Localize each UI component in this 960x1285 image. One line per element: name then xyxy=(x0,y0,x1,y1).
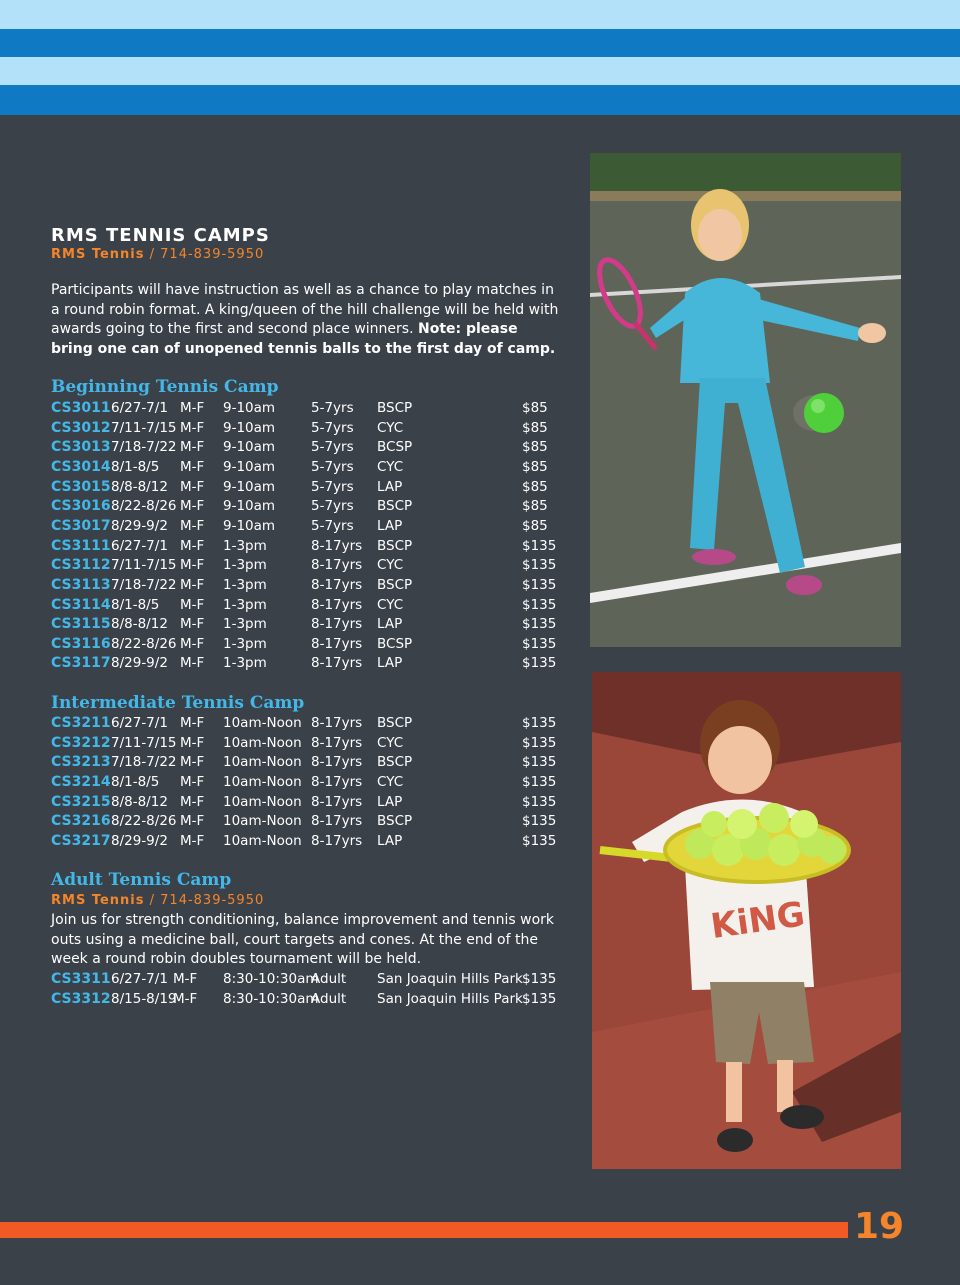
cell-code: CS3014 xyxy=(51,458,111,475)
intro-text: Participants will have instruction as well as a chance to play matches in a round robin format. A king/queen of the hill challenge will be held with awards going to the first and second place winners. xyxy=(51,282,559,338)
cell-code: CS3112 xyxy=(51,557,111,574)
cell-loc: BSCP xyxy=(377,537,413,554)
cell-loc: BCSP xyxy=(377,439,413,456)
cell-time: 8:30-10:30am xyxy=(223,990,319,1007)
page-title: RMS TENNIS CAMPS xyxy=(51,225,270,246)
cell-days: M-F xyxy=(180,635,205,652)
cell-price: $135 xyxy=(522,616,557,633)
cell-price: $135 xyxy=(522,832,557,849)
cell-time: 1-3pm xyxy=(223,557,267,574)
cell-price: $85 xyxy=(522,517,548,534)
cell-loc: BCSP xyxy=(377,635,413,652)
cell-loc: CYC xyxy=(377,419,404,436)
cell-loc: LAP xyxy=(377,793,403,810)
cell-code: CS3012 xyxy=(51,419,111,436)
cell-days: M-F xyxy=(180,596,205,613)
cell-days: M-F xyxy=(180,773,205,790)
cell-date: 8/22-8/26 xyxy=(111,498,177,515)
cell-days: M-F xyxy=(180,458,205,475)
cell-price: $135 xyxy=(522,813,557,830)
header-band-dark xyxy=(0,29,960,57)
cell-code: CS3211 xyxy=(51,715,111,731)
cell-days: M-F xyxy=(180,734,205,751)
cell-loc: San Joaquin Hills Park xyxy=(377,990,523,1007)
cell-time: 1-3pm xyxy=(223,616,267,633)
cell-age: 8-17yrs xyxy=(311,596,363,613)
cell-days: M-F xyxy=(180,419,205,436)
cell-age: 5-7yrs xyxy=(311,517,354,534)
cell-days: M-F xyxy=(173,990,198,1007)
cell-days: M-F xyxy=(180,754,205,771)
cell-time: 10am-Noon xyxy=(223,734,302,751)
cell-age: 8-17yrs xyxy=(311,813,363,830)
cell-code: CS3115 xyxy=(51,616,111,633)
cell-price: $85 xyxy=(522,400,548,416)
cell-time: 9-10am xyxy=(223,400,276,416)
cell-date: 8/1-8/5 xyxy=(111,596,160,613)
cell-price: $135 xyxy=(522,537,557,554)
contact-phone: 714-839-5950 xyxy=(160,247,265,262)
cell-loc: LAP xyxy=(377,832,403,849)
cell-price: $85 xyxy=(522,419,548,436)
cell-price: $85 xyxy=(522,478,548,495)
cell-days: M-F xyxy=(180,832,205,849)
cell-code: CS3213 xyxy=(51,754,111,771)
cell-days: M-F xyxy=(180,576,205,593)
cell-age: 8-17yrs xyxy=(311,655,363,672)
cell-date: 8/29-9/2 xyxy=(111,517,168,534)
cell-date: 8/1-8/5 xyxy=(111,773,160,790)
cell-age: 5-7yrs xyxy=(311,458,354,475)
header-band-light xyxy=(0,0,960,29)
cell-loc: BSCP xyxy=(377,498,413,515)
cell-days: M-F xyxy=(180,793,205,810)
cell-loc: BSCP xyxy=(377,576,413,593)
cell-code: CS3011 xyxy=(51,400,111,416)
cell-loc: San Joaquin Hills Park xyxy=(377,971,523,987)
cell-age: 5-7yrs xyxy=(311,400,354,416)
cell-age: 5-7yrs xyxy=(311,439,354,456)
cell-code: CS3117 xyxy=(51,655,111,672)
cell-age: Adult xyxy=(311,971,347,987)
cell-date: 7/11-7/15 xyxy=(111,557,177,574)
header-band-light xyxy=(0,57,960,85)
cell-time: 9-10am xyxy=(223,458,276,475)
cell-loc: CYC xyxy=(377,557,404,574)
cell-time: 9-10am xyxy=(223,517,276,534)
header-band-dark xyxy=(0,85,960,115)
contact-separator: / xyxy=(144,247,161,262)
cell-days: M-F xyxy=(180,537,205,554)
cell-price: $135 xyxy=(522,990,557,1007)
cell-time: 1-3pm xyxy=(223,635,267,652)
cell-price: $135 xyxy=(522,754,557,771)
cell-date: 8/15-8/19 xyxy=(111,990,177,1007)
cell-loc: CYC xyxy=(377,596,404,613)
cell-loc: BSCP xyxy=(377,813,413,830)
cell-loc: LAP xyxy=(377,478,403,495)
cell-date: 6/27-7/1 xyxy=(111,715,168,731)
cell-date: 7/18-7/22 xyxy=(111,576,177,593)
cell-price: $85 xyxy=(522,439,548,456)
cell-date: 6/27-7/1 xyxy=(111,971,168,987)
cell-price: $85 xyxy=(522,458,548,475)
cell-date: 8/8-8/12 xyxy=(111,793,168,810)
cell-price: $135 xyxy=(522,793,557,810)
cell-date: 7/18-7/22 xyxy=(111,754,177,771)
cell-age: 8-17yrs xyxy=(311,754,363,771)
cell-date: 6/27-7/1 xyxy=(111,400,168,416)
cell-age: 8-17yrs xyxy=(311,537,363,554)
cell-date: 7/11-7/15 xyxy=(111,734,177,751)
contact-separator: / xyxy=(144,893,161,908)
cell-date: 7/11-7/15 xyxy=(111,419,177,436)
cell-days: M-F xyxy=(180,557,205,574)
cell-age: 8-17yrs xyxy=(311,635,363,652)
cell-time: 1-3pm xyxy=(223,537,267,554)
cell-age: 8-17yrs xyxy=(311,576,363,593)
photo-boy-tennis-balls xyxy=(592,672,901,1169)
cell-code: CS3113 xyxy=(51,576,111,593)
cell-time: 8:30-10:30am xyxy=(223,971,319,987)
cell-price: $135 xyxy=(522,655,557,672)
cell-date: 7/18-7/22 xyxy=(111,439,177,456)
intro-paragraph xyxy=(51,281,561,359)
cell-days: M-F xyxy=(180,400,205,416)
cell-time: 9-10am xyxy=(223,419,276,436)
cell-time: 10am-Noon xyxy=(223,832,302,849)
contact-name: RMS Tennis xyxy=(51,893,145,908)
cell-time: 1-3pm xyxy=(223,596,267,613)
cell-days: M-F xyxy=(180,439,205,456)
cell-code: CS3217 xyxy=(51,832,111,849)
cell-date: 8/8-8/12 xyxy=(111,616,168,633)
cell-age: 8-17yrs xyxy=(311,832,363,849)
cell-loc: BSCP xyxy=(377,400,413,416)
cell-age: 8-17yrs xyxy=(311,793,363,810)
cell-days: M-F xyxy=(180,616,205,633)
cell-code: CS3013 xyxy=(51,439,111,456)
cell-loc: CYC xyxy=(377,458,404,475)
cell-date: 8/8-8/12 xyxy=(111,478,168,495)
cell-code: CS3111 xyxy=(51,537,111,554)
contact-name: RMS Tennis xyxy=(51,247,145,262)
cell-days: M-F xyxy=(180,813,205,830)
cell-time: 9-10am xyxy=(223,478,276,495)
cell-price: $135 xyxy=(522,734,557,751)
cell-price: $135 xyxy=(522,635,557,652)
contact-phone: 714-839-5950 xyxy=(160,893,265,908)
cell-time: 10am-Noon xyxy=(223,715,302,731)
cell-time: 10am-Noon xyxy=(223,754,302,771)
cell-age: 8-17yrs xyxy=(311,773,363,790)
cell-days: M-F xyxy=(180,655,205,672)
cell-price: $135 xyxy=(522,576,557,593)
footer-bar xyxy=(0,1222,848,1238)
cell-age: 8-17yrs xyxy=(311,557,363,574)
cell-loc: LAP xyxy=(377,616,403,633)
cell-days: M-F xyxy=(180,498,205,515)
cell-age: 5-7yrs xyxy=(311,419,354,436)
cell-days: M-F xyxy=(180,715,205,731)
cell-date: 8/29-9/2 xyxy=(111,832,168,849)
svg-text:KiNG: KiNG xyxy=(708,894,808,948)
cell-date: 8/29-9/2 xyxy=(111,655,168,672)
photo-girl-tennis-illustration xyxy=(590,153,901,647)
cell-price: $135 xyxy=(522,557,557,574)
cell-loc: LAP xyxy=(377,655,403,672)
cell-code: CS3015 xyxy=(51,478,111,495)
cell-age: Adult xyxy=(311,990,347,1007)
cell-code: CS3212 xyxy=(51,734,111,751)
cell-time: 1-3pm xyxy=(223,576,267,593)
cell-time: 10am-Noon xyxy=(223,813,302,830)
cell-code: CS3017 xyxy=(51,517,111,534)
cell-code: CS3116 xyxy=(51,635,111,652)
intro-note: Note: please bring one can of unopened tennis balls to the first day of camp. xyxy=(51,321,556,357)
cell-price: $135 xyxy=(522,773,557,790)
cell-date: 8/22-8/26 xyxy=(111,813,177,830)
adult-contact-line xyxy=(51,893,264,908)
cell-date: 8/22-8/26 xyxy=(111,635,177,652)
page-number: 19 xyxy=(854,1206,905,1247)
cell-age: 8-17yrs xyxy=(311,734,363,751)
cell-code: CS3016 xyxy=(51,498,111,515)
cell-price: $135 xyxy=(522,596,557,613)
cell-code: CS3114 xyxy=(51,596,111,613)
photo-girl-tennis xyxy=(590,153,901,647)
cell-time: 1-3pm xyxy=(223,655,267,672)
cell-days: M-F xyxy=(180,478,205,495)
cell-code: CS3214 xyxy=(51,773,111,790)
cell-age: 5-7yrs xyxy=(311,478,354,495)
intermediate-camp-title: Intermediate Tennis Camp xyxy=(51,693,305,713)
cell-days: M-F xyxy=(173,971,198,987)
cell-loc: LAP xyxy=(377,517,403,534)
cell-loc: CYC xyxy=(377,773,404,790)
adult-description: Join us for strength conditioning, balance improvement and tennis work outs using a medicine ball, court targets and cones. At the end of the week a round robin doubles tournament will be held. xyxy=(51,912,555,968)
cell-time: 9-10am xyxy=(223,439,276,456)
cell-time: 9-10am xyxy=(223,498,276,515)
cell-loc: CYC xyxy=(377,734,404,751)
beginning-camp-title: Beginning Tennis Camp xyxy=(51,377,279,397)
cell-price: $135 xyxy=(522,971,557,987)
contact-line xyxy=(51,247,264,262)
cell-age: 8-17yrs xyxy=(311,715,363,731)
cell-code: CS3215 xyxy=(51,793,111,810)
cell-time: 10am-Noon xyxy=(223,793,302,810)
cell-code: CS3312 xyxy=(51,990,111,1007)
cell-price: $135 xyxy=(522,715,557,731)
cell-age: 8-17yrs xyxy=(311,616,363,633)
cell-time: 10am-Noon xyxy=(223,773,302,790)
cell-price: $85 xyxy=(522,498,548,515)
cell-code: CS3216 xyxy=(51,813,111,830)
adult-camp-title: Adult Tennis Camp xyxy=(51,870,232,890)
cell-loc: BSCP xyxy=(377,754,413,771)
cell-loc: BSCP xyxy=(377,715,413,731)
cell-age: 5-7yrs xyxy=(311,498,354,515)
cell-code: CS3311 xyxy=(51,971,111,987)
cell-date: 6/27-7/1 xyxy=(111,537,168,554)
cell-date: 8/1-8/5 xyxy=(111,458,160,475)
photo-boy-tennis-balls-illustration xyxy=(592,672,901,1169)
cell-days: M-F xyxy=(180,517,205,534)
